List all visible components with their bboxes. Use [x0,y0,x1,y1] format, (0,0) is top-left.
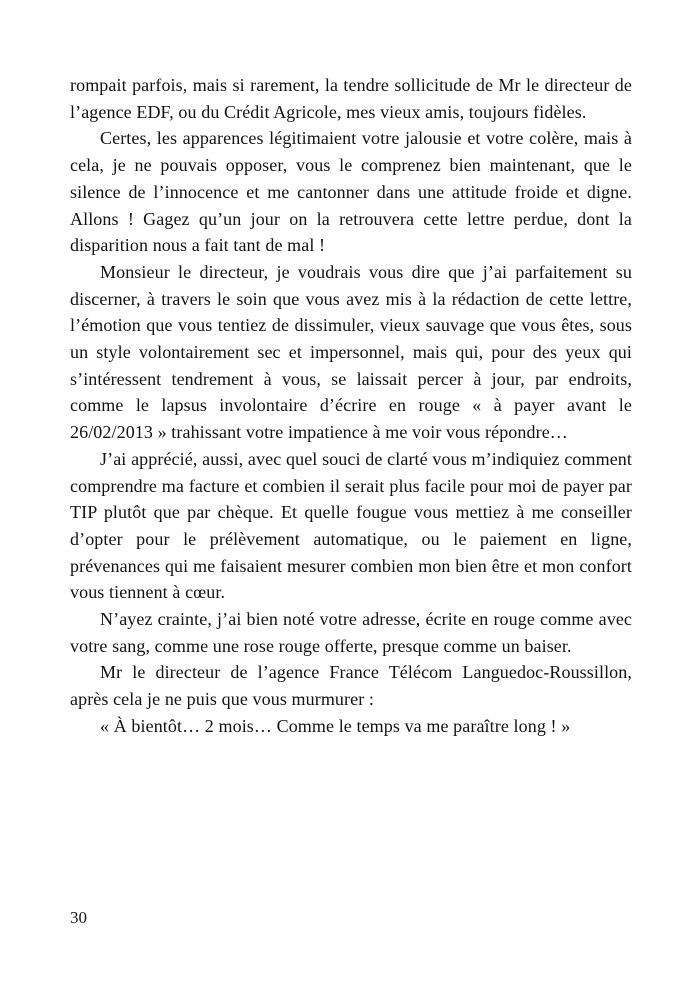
paragraph: Mr le directeur de l’agence France Télécom Languedoc-Roussillon, après cela je ne puis que vous murmurer : [70,662,632,710]
page-number: 30 [70,908,87,927]
page-text [70,72,632,740]
paragraph: Certes, les apparences légitimaient votre jalousie et votre colère, mais à cela, je ne pouvais opposer, vous le comprenez bien maintenant, que le silence de l’innocence et me cantonner dans une attitude froide et digne. Allons ! Gagez qu’un jour on la retrouvera cette lettre perdue, dont la disparition nous a fait tant de mal ! [70,128,632,256]
paragraph: J’ai apprécié, aussi, avec quel souci de clarté vous m’indiquiez comment comprendre ma facture et combien il serait plus facile pour moi de payer par TIP plutôt que par chèque. Et quelle fougue vous mettiez à me conseiller d’opter pour le prélèvement automatique, ou le paiement en ligne, prévenances qui me faisaient mesurer combien mon bien être et mon confort vous tiennent à cœur. [70,448,632,603]
paragraph: rompait parfois, mais si rarement, la tendre sollicitude de Mr le directeur de l’agence EDF, ou du Crédit Agricole, mes vieux amis, toujours fidèles. [70,75,632,122]
paragraph: « À bientôt… 2 mois… Comme le temps va me paraître long ! » [100,715,571,736]
paragraph: N’ayez crainte, j’ai bien noté votre adresse, écrite en rouge comme avec votre sang, comme une rose rouge offerte, presque comme un baiser. [70,609,632,656]
paragraph: Monsieur le directeur, je voudrais vous dire que j’ai parfaitement su discerner, à travers le soin que vous avez mis à la rédaction de cette lettre, l’émotion que vous tentiez de dissimuler, vieux sauvage que vous êtes, sous un style volontairement sec et impersonnel, mais qui, pour des yeux qui s’intéressent tendrement à vous, se laissait percer à jour, par endroits, comme le lapsus involontaire d’écrire en rouge « à payer avant le 26/02/2013 » trahissant votre impatience à me voir vous répondre… [70,261,632,443]
